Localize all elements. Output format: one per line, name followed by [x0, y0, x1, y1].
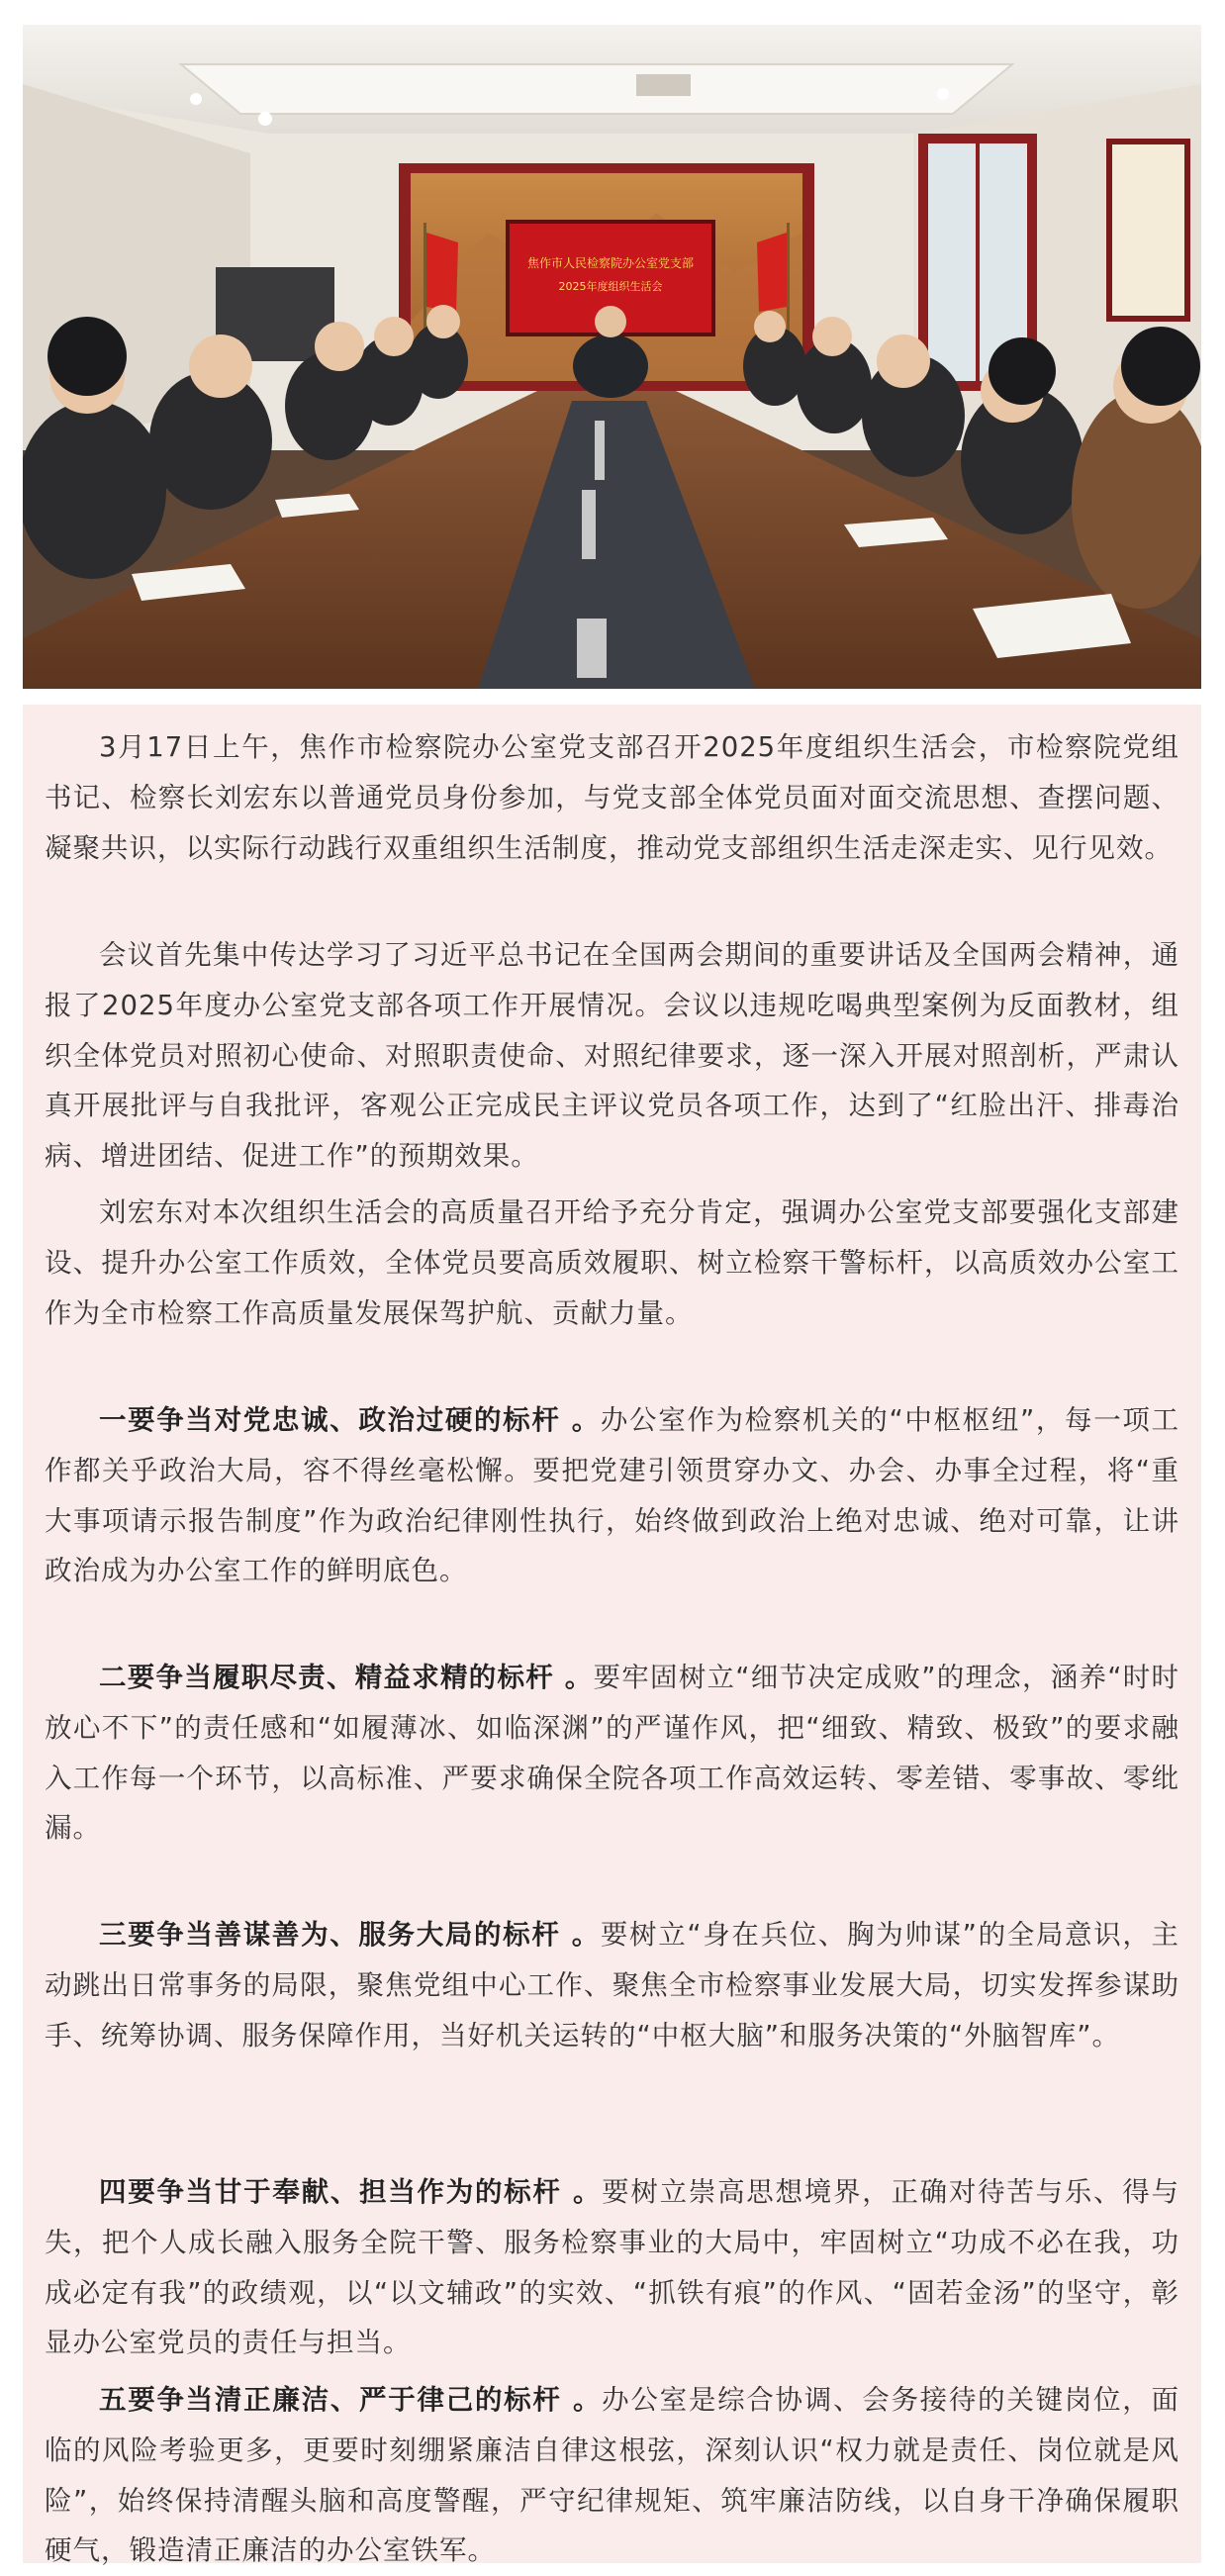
article-panel [23, 705, 1201, 2567]
screen-title-line1: 焦作市人民检察院办公室党支部 [526, 256, 695, 270]
article-paragraph-6 [45, 1910, 1179, 2060]
paragraph-lead: 五要争当清正廉洁、严于律己的标杆 。 [99, 2384, 603, 2416]
article-paragraph-3 [45, 1188, 1179, 1338]
article-paragraph-4 [45, 1395, 1179, 1596]
article-paragraph-7 [45, 2167, 1179, 2368]
article-paragraph-8 [45, 2375, 1179, 2576]
screen-title-line2: 2025年度组织生活会 [558, 280, 663, 293]
paragraph-text: 要树立崇高思想境界，正确对待苦与乐、得与失，把个人成长融入服务全院干警、服务检察事业的大局中，牢固树立“功成不必在我，功成必定有我”的政绩观，以“以文辅政”的实效、“抓铁有痕”的作风、“固若金汤”的坚守，彰显办公室党员的责任与担当。 [45, 2176, 1179, 2359]
meeting-photo-illustration [23, 25, 1201, 689]
article-paragraph-5 [45, 1653, 1179, 1854]
paragraph-text: 办公室是综合协调、会务接待的关键岗位，面临的风险考验更多，更要时刻绷紧廉洁自律这根弦，深刻认识“权力就是责任、岗位就是风险”，始终保持清醒头脑和高度警醒，严守纪律规矩、筑牢廉洁防线，以自身干净确保履职硬气，锻造清正廉洁的办公室铁军。 [45, 2384, 1179, 2567]
paragraph-text: 刘宏东对本次组织生活会的高质量召开给予充分肯定，强调办公室党支部要强化支部建设、提升办公室工作质效，全体党员要高质效履职、树立检察干警标杆，以高质效办公室工作为全市检察工作高质量发展保驾护航、贡献力量。 [45, 1196, 1179, 1329]
paragraph-lead: 三要争当善谋善为、服务大局的标杆 。 [99, 1919, 601, 1951]
paragraph-lead: 二要争当履职尽责、精益求精的标杆 。 [99, 1662, 594, 1693]
paragraph-text: 3月17日上午，焦作市检察院办公室党支部召开2025年度组织生活会，市检察院党组书记、检察长刘宏东以普通党员身份参加，与党支部全体党员面对面交流思想、查摆问题、凝聚共识，以实际行动践行双重组织生活制度，推动党支部组织生活走深走实、见行见效。 [45, 731, 1179, 864]
paragraph-text: 要牢固树立“细节决定成败”的理念，涵养“时时放心不下”的责任感和“如履薄冰、如临深渊”的严谨作风，把“细致、精致、极致”的要求融入工作每一个环节，以高标准、严要求确保全院各项工作高效运转、零差错、零事故、零纰漏。 [45, 1662, 1179, 1845]
meeting-photo [23, 25, 1201, 689]
paragraph-text: 会议首先集中传达学习了习近平总书记在全国两会期间的重要讲话及全国两会精神，通报了2025年度办公室党支部各项工作开展情况。会议以违规吃喝典型案例为反面教材，组织全体党员对照初心使命、对照职责使命、对照纪律要求，逐一深入开展对照剖析，严肃认真开展批评与自我批评，客观公正完成民主评议党员各项工作，达到了“红脸出汗、排毒治病、增进团结、促进工作”的预期效果。 [45, 939, 1179, 1173]
paragraph-text: 要树立“身在兵位、胸为帅谋”的全局意识，主动跳出日常事务的局限，聚焦党组中心工作、聚焦全市检察事业发展大局，切实发挥参谋助手、统筹协调、服务保障作用，当好机关运转的“中枢大脑”和服务决策的“外脑智库”。 [45, 1919, 1179, 2051]
paragraph-lead: 四要争当甘于奉献、担当作为的标杆 。 [99, 2176, 603, 2208]
paragraph-text: 办公室作为检察机关的“中枢枢纽”，每一项工作都关乎政治大局，容不得丝毫松懈。要把党建引领贯穿办文、办会、办事全过程，将“重大事项请示报告制度”作为政治纪律刚性执行，始终做到政治上绝对忠诚、绝对可靠，让讲政治成为办公室工作的鲜明底色。 [45, 1404, 1179, 1587]
article-paragraph-1 [45, 722, 1179, 873]
paragraph-lead: 一要争当对党忠诚、政治过硬的标杆 。 [99, 1404, 601, 1436]
article-paragraph-2 [45, 930, 1179, 1182]
